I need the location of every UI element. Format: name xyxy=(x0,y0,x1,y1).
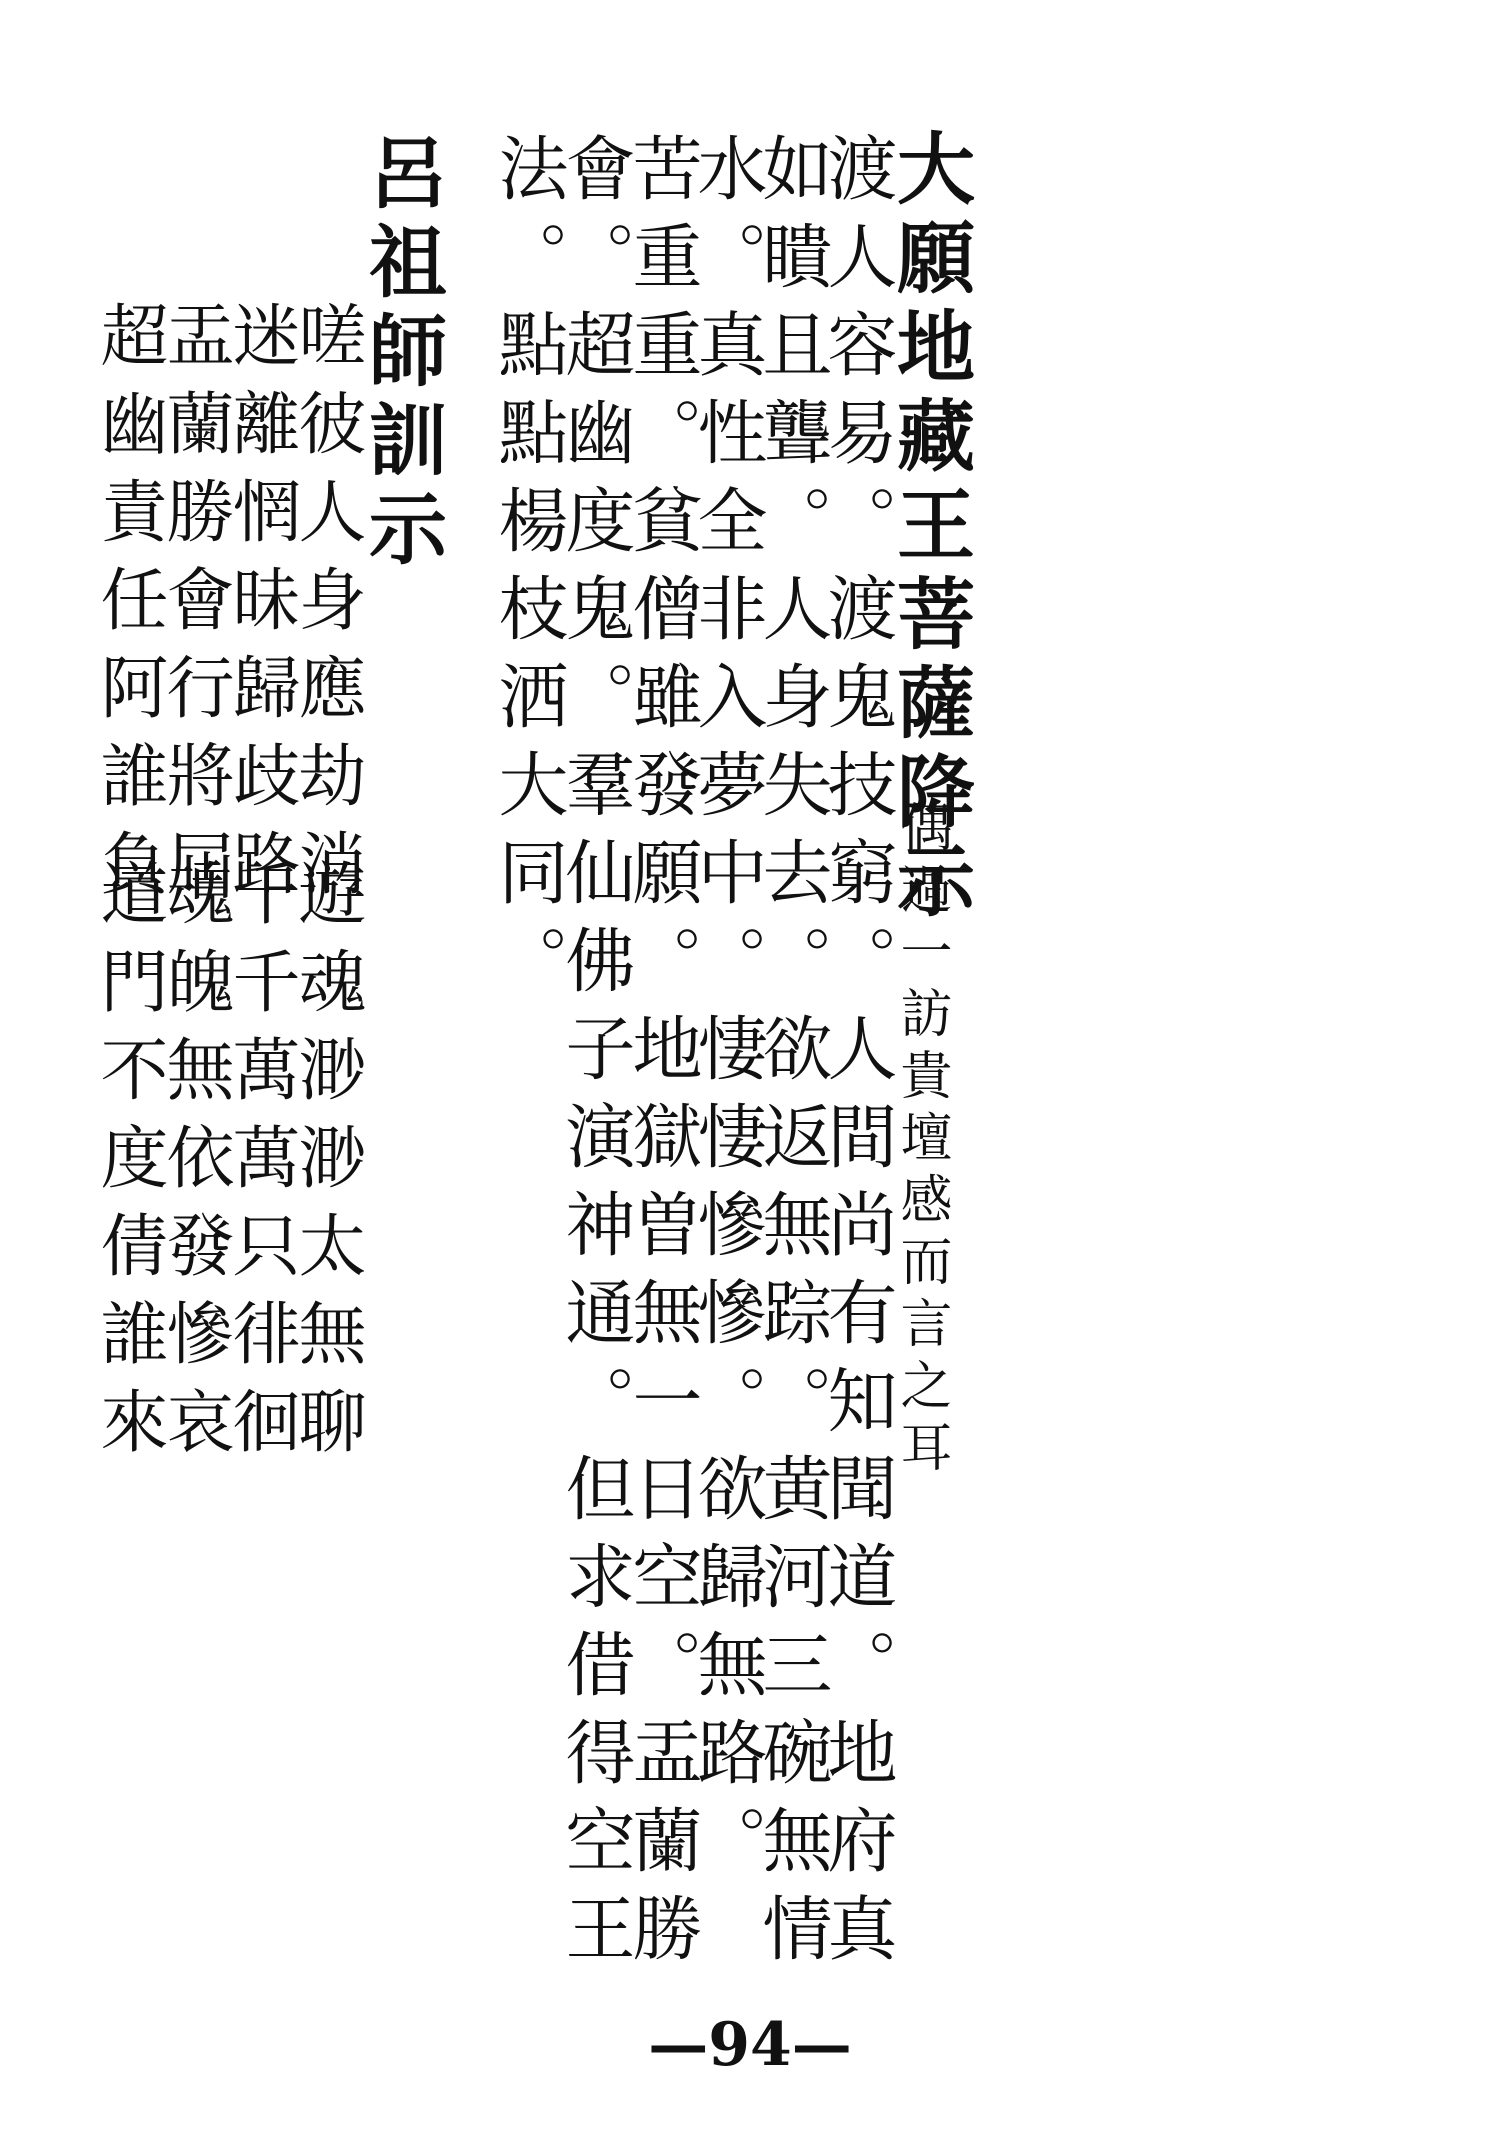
poem-line-5: 遊魂渺渺太無聊 xyxy=(287,858,366,1474)
text-column-1: 渡人容易。渡鬼技窮。人間尚有知聞道。地府真 xyxy=(816,132,898,1980)
poem-line-1: 嗟彼人身應劫消 xyxy=(287,300,366,916)
text-column-6: 法。點點楊枝洒大同。 xyxy=(487,132,569,1012)
text-column-2: 如瞶且聾。人身失去。欲返無踪。黄河三碗無情 xyxy=(751,132,833,1980)
poem-line-7: 魂魄無依發慘哀 xyxy=(155,858,234,1474)
poem-line-2: 迷離惘昧歸歧路 xyxy=(221,300,300,916)
section-title-dizang: 大願地藏王菩薩降示 xyxy=(884,128,974,929)
text-column-3: 水。真性全非入夢中。悽悽慘慘。欲歸無路。 xyxy=(686,132,768,1892)
section-title-lu-zushi: 呂祖師訓示 xyxy=(356,132,446,577)
poem-line-8: 道門不度倩誰來 xyxy=(89,858,168,1474)
annotation-note: 偶過一訪貴壇感而言之耳 xyxy=(891,800,951,1482)
text-column-5: 會。超幽度鬼。羣仙佛子演神通。但求借得空王 xyxy=(554,132,636,1980)
text-column-4: 苦重重。貧僧雖發願。地獄曽無一日空。盂蘭勝 xyxy=(621,132,703,1980)
poem-line-3: 盂蘭勝會行將屆 xyxy=(155,300,234,916)
poem-line-4: 超幽責任阿誰負 xyxy=(89,300,168,916)
page-number: —94— xyxy=(648,2010,852,2080)
poem-line-6: 千千萬萬只徘徊 xyxy=(221,858,300,1474)
